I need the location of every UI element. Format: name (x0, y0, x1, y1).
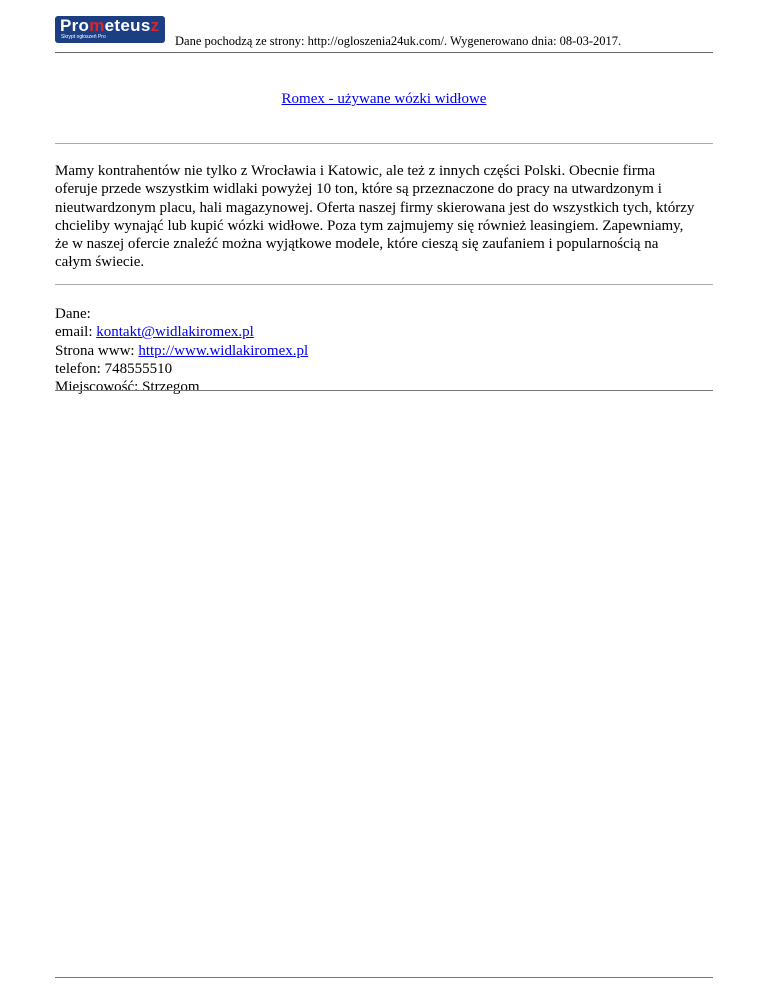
contact-website-row (55, 342, 713, 360)
listing-title-link[interactable]: Romex - używane wózki widłowe (281, 91, 487, 107)
website-label: Strona www: (55, 342, 139, 359)
listing-title (55, 91, 713, 108)
listing-description: Mamy kontrahentów nie tylko z Wrocławia i Katowic, ale też z innych części Polski. Obecnie firma oferuje przede wszystkim widlaki powyżej 10 ton, które są przeznaczone do pracy na utwardzonym i nieutwardzonym placu, hali magazynowej. Oferta naszej firmy skierowana jest do wszystkich tych, którzy chcieliby wynająć lub kupić wózki widłowe. Poza tym zajmujemy się również leasingiem. Zapewniamy, że w naszej ofercie znaleźć można wyjątkowe modele, które cieszą się zaufaniem i popularnością na całym świecie. (55, 163, 695, 271)
phone-value: 748555510 (104, 360, 173, 377)
city-label: Miejscowość: (55, 379, 143, 396)
website-link[interactable]: http://www.widlakiromex.pl (138, 342, 309, 359)
source-note: Dane pochodzą ze strony: http://ogloszenia24uk.com/. Wygenerowano dnia: 08-03-2017. (175, 34, 622, 48)
divider (55, 390, 713, 391)
footer-divider (55, 977, 713, 978)
divider (55, 284, 713, 285)
contact-phone-row (55, 360, 713, 378)
logo-wordmark: Prometeusz (60, 16, 160, 35)
contact-email-row (55, 323, 713, 341)
page-header (55, 14, 713, 53)
contact-heading: Dane: (55, 306, 91, 322)
phone-label: telefon: (55, 360, 105, 377)
contact-city-row (55, 378, 713, 396)
email-link[interactable]: kontakt@widlakiromex.pl (96, 324, 254, 341)
email-label: email: (55, 324, 97, 341)
prometeusz-logo (55, 16, 165, 43)
city-value: Strzegom (142, 379, 200, 396)
logo-tagline: Skrypt ogłoszeń Pro (61, 34, 106, 40)
contact-details (55, 305, 713, 396)
divider (55, 143, 713, 144)
